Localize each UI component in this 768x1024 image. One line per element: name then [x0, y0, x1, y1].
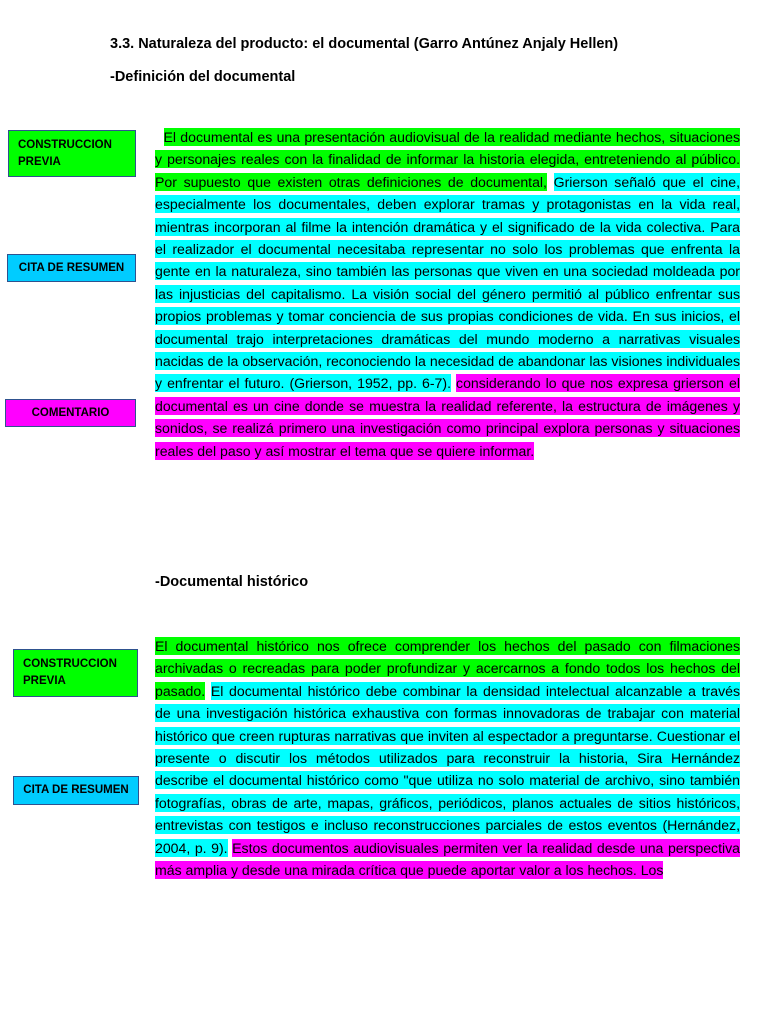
label-comentario-text: COMENTARIO: [31, 406, 110, 419]
highlight-cita-de-resumen: Grierson señaló que el cine, especialmente los documentales, deben explorar tramas y protagonistas en la vida real, mientras incorporan al filme la intención dramática y el significado de la vida colectiva. Para el realizador el documental necesitaba representar no solo los problemas que enfrenta la gente en la naturaleza, sino también las personas que viven en una sociedad moldeada por las injusticias del capitalismo. La visión social del género permitió al público enfrentar sus propios problemas y tomar conciencia de sus propias condiciones de vida. En sus inicios, el documental trajo interpretaciones dramáticas del mundo moderno a narrativas visuales nacidas de la observación, reconociendo la necesidad de abandonar las visiones individuales y enfrentar el futuro. (Grierson, 1952, pp. 6-7).: [155, 173, 740, 392]
label-construccion-previa: [8, 130, 136, 177]
highlight-construccion-previa: El documental es una presentación audiovisual de la realidad mediante hechos, situaciones y personajes reales con la finalidad de informar la historia elegida, entreteniendo al público. Por supuesto que existen otras definiciones de documental,: [155, 129, 740, 190]
label-cita-de-resumen-2: [13, 776, 139, 805]
subtitle-historico: -Documental histórico: [155, 574, 309, 590]
highlight-comentario: considerando lo que nos expresa grierson el documental es un cine donde se muestra la realidad referente, la estructura de imágenes y sonidos, se realizá primero una investigación como principal explora personas y situaciones reales del paso y así mostrar el tema que se quiere informar.: [155, 375, 740, 459]
highlight-cita-de-resumen-2: El documental histórico debe combinar la densidad intelectual alcanzable a través de una investigación histórica exhaustiva con formas innovadoras de trabajar con material histórico que creen rupturas narrativas que inviten al espectador a preguntarse. Cuestionar el presente o discutir los métodos utilizados para reconstruir la historia, Sira Hernández describe el documental histórico como "que utiliza no solo material de archivo, sino también fotografías, obras de arte, mapas, gráficos, periódicos, planos actuales de sitios históricos, entrevistas con testigos e incluso reconstrucciones parciales de estos eventos (Hernández, 2004, p. 9).: [155, 682, 740, 856]
label-cita-de-resumen: [7, 254, 136, 282]
label-construccion-previa-2-text: CONSTRUCCION PREVIA: [23, 658, 117, 687]
paragraph-historico: [155, 635, 740, 927]
label-cita-de-resumen-text: CITA DE RESUMEN: [18, 261, 125, 274]
highlight-construccion-previa-2: El documental histórico nos ofrece comprender los hechos del pasado con filmaciones archivadas o recreadas para poder profundizar y acercarnos a fondo todos los hechos del pasado.: [155, 638, 740, 699]
label-construccion-previa-text: CONSTRUCCION PREVIA: [18, 138, 112, 168]
paragraph-definicion: [155, 126, 740, 462]
label-comentario: [5, 399, 136, 427]
label-cita-de-resumen-2-text: CITA DE RESUMEN: [23, 784, 129, 796]
subtitle-definicion: -Definición del documental: [110, 69, 296, 85]
section-title: 3.3. Naturaleza del producto: el documental (Garro Antúnez Anjaly Hellen): [110, 36, 619, 52]
highlight-comentario-2: Estos documentos audiovisuales permiten ver la realidad desde una perspectiva más amplia y desde una mirada crítica que puede aportar valor a los hechos. Los: [155, 839, 740, 879]
label-construccion-previa-2: [13, 649, 138, 697]
